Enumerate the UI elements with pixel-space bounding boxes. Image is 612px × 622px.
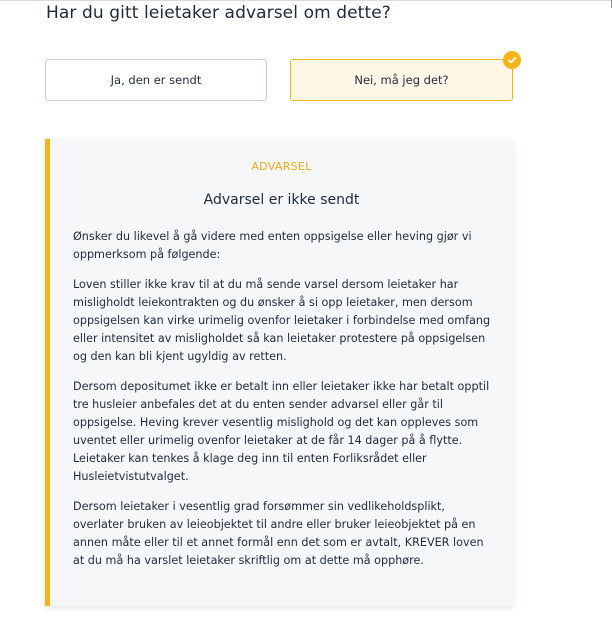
warning-body bbox=[73, 228, 491, 582]
warning-card bbox=[45, 139, 513, 606]
option-no-label: Nei, må jeg det? bbox=[354, 73, 449, 87]
option-no-button[interactable] bbox=[290, 59, 513, 101]
warning-title: Advarsel er ikke sendt bbox=[203, 192, 360, 208]
warning-paragraph: Dersom depositumet ikke er betalt inn eller leietaker ikke har betalt opptil tre husleier anbefales det at du enten sender advarsel eller går til oppsigelse. Heving krever vesentlig mislighold og det kan oppleves som uventet eller urimelig ovenfor leietaker at de får 14 dager på å flytte. Leietaker kan tenkes å klage deg inn til enten Forliksrådet eller Husleietvistutvalget. bbox=[73, 380, 490, 483]
warning-paragraph: Dersom leietaker i vesentlig grad forsømmer sin vedlikeholdsplikt, overlater bruken av leieobjektet til andre eller bruker leieobjektet på en annen måte eller til et annet formål enn det som er avtalt, KREVER loven at du må ha varslet leietaker skriftlig om at dette må opphøre. bbox=[73, 500, 484, 567]
top-divider bbox=[0, 0, 612, 1]
warning-paragraph: Loven stiller ikke krav til at du må sende varsel dersom leietaker har misligholdt leiekontrakten og du ønsker å si opp leietaker, men dersom oppsigelsen kan virke urimelig ovenfor leietaker i forbindelse med omfang eller intensitet av misligholdet så kan leietaker protestere på oppsigelsen og den kan bli kjent ugyldig av retten. bbox=[73, 278, 491, 363]
option-yes-button[interactable] bbox=[45, 59, 267, 101]
warning-paragraph: Ønsker du likevel å gå videre med enten oppsigelse eller heving gjør vi oppmerksom på følgende: bbox=[73, 230, 472, 261]
question-title: Har du gitt leietaker advarsel om dette? bbox=[46, 3, 391, 23]
warning-eyebrow: ADVARSEL bbox=[251, 160, 312, 173]
option-yes-label: Ja, den er sendt bbox=[110, 73, 202, 87]
check-icon bbox=[503, 51, 521, 69]
